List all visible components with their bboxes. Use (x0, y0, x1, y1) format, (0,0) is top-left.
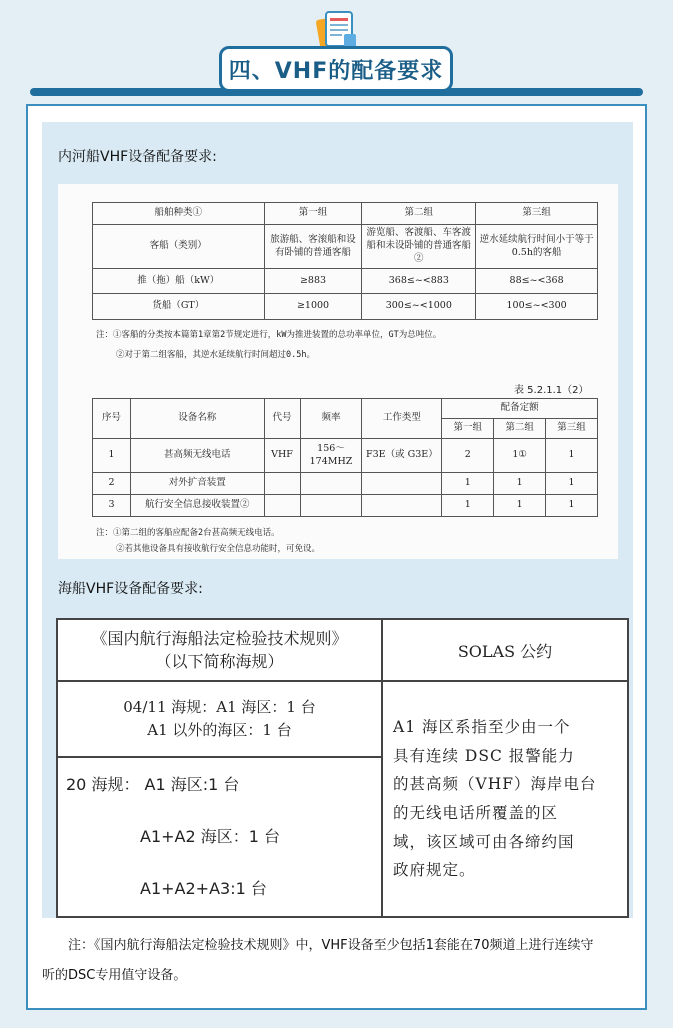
table-row (93, 473, 598, 495)
solas-definition-line: 的甚高频（VHF）海岸电台 (393, 775, 597, 794)
content-panel (42, 122, 633, 918)
table-header-row (93, 203, 598, 225)
table-cell (300, 495, 362, 517)
table-row (57, 681, 628, 757)
table-row (93, 439, 598, 473)
table-subheader-cell: 第一组 (442, 419, 494, 439)
rules-04-11-line: A1 以外的海区：1 台 (147, 721, 292, 739)
table-cell: 1 (442, 495, 494, 517)
table-cell: 300≤~<1000 (362, 294, 476, 320)
table-cell: ≥1000 (264, 294, 362, 320)
table-cell: 游览船、客渡船、车客渡船和未设卧铺的普通客船② (362, 225, 476, 269)
table-cell: 88≤~<368 (476, 269, 598, 294)
table-row (93, 225, 598, 269)
table-cell: 1① (494, 439, 546, 473)
domestic-rules-title: 《国内航行海船法定检验技术规则》 (91, 628, 348, 648)
table-cell: 旅游船、客滚船和设有卧铺的普通客船 (264, 225, 362, 269)
inland-section-label: 内河船VHF设备配备要求: (58, 149, 217, 165)
table-header-cell: 配备定额 (442, 399, 598, 419)
rules-20-line: A1+A2 海区：1 台 (140, 827, 281, 846)
table-cell: 1 (494, 495, 546, 517)
table-cell: 航行安全信息接收装置② (130, 495, 264, 517)
table1-note-1: 注：①客船的分类按本篇第1章第2节规定进行，kW为推进装置的总功率单位，GT为总吨位。 (96, 330, 442, 340)
table-cell: VHF (264, 439, 300, 473)
table-cell (264, 495, 300, 517)
table1-note-2: ②对于第二组客船，其逆水延续航行时间超过0.5h。 (116, 350, 315, 360)
table-header-row (93, 399, 598, 419)
table-subheader-cell: 第三组 (546, 419, 598, 439)
table-cell: 2 (442, 439, 494, 473)
table-cell: 1 (442, 473, 494, 495)
solas-definition-line: 的无线电话所覆盖的区 (393, 804, 559, 822)
header (0, 0, 673, 100)
header-title-box (219, 46, 453, 92)
rules-04-11-line: 04/11 海规：A1 海区：1 台 (123, 697, 316, 716)
table-header-cell: 第二组 (362, 203, 476, 225)
table2-note-1: 注：①第二组的客船应配备2台甚高频无线电话。 (96, 528, 280, 538)
table-header-cell: 工作类型 (362, 399, 442, 439)
table-cell: 客船（类别） (93, 225, 265, 269)
table-cell: 156～174MHZ (300, 439, 362, 473)
table-cell: 逆水延续航行时间小于等于0.5h的客船 (476, 225, 598, 269)
inland-vessel-class-table (92, 202, 598, 320)
table-row (93, 495, 598, 517)
table-cell: 2 (93, 473, 131, 495)
solas-definition-line: 域，该区域可由各缔约国 (393, 832, 575, 851)
table-cell: 1 (546, 473, 598, 495)
table-header-cell: 设备名称 (130, 399, 264, 439)
table-cell: 368≤~<883 (362, 269, 476, 294)
domestic-rules-subtitle: （以下简称海规） (155, 652, 284, 671)
table-header-cell: 第一组 (264, 203, 362, 225)
table-header-cell: 代号 (264, 399, 300, 439)
inland-regulation-scan (58, 184, 618, 559)
table-cell (300, 473, 362, 495)
rules-20-line: A1+A2+A3:1 台 (140, 879, 267, 898)
domestic-rules-header (57, 619, 382, 681)
solas-header: SOLAS 公约 (382, 619, 628, 681)
solas-definition-line: 政府规定。 (393, 861, 476, 880)
page-title: 四、VHF的配备要求 (228, 58, 444, 84)
table-cell: 1 (546, 439, 598, 473)
content-frame (26, 104, 647, 1010)
table-row (93, 269, 598, 294)
table-subheader-cell: 第二组 (494, 419, 546, 439)
rules-20-cell (57, 757, 382, 917)
table-cell: 1 (494, 473, 546, 495)
table-cell: 货船（GT） (93, 294, 265, 320)
table2-caption: 表 5.2.1.1（2） (514, 385, 589, 396)
table-cell: 100≤~<300 (476, 294, 598, 320)
solas-definition-cell (382, 681, 628, 917)
sea-comparison-table (56, 618, 629, 918)
rules-20-line: 20 海规： A1 海区:1 台 (66, 775, 240, 794)
table-cell: 推（拖）船（kW） (93, 269, 265, 294)
table-cell (264, 473, 300, 495)
table-header-cell: 频率 (300, 399, 362, 439)
table-cell: F3E（或 G3E） (362, 439, 442, 473)
rules-04-11-cell (57, 681, 382, 757)
table-cell (362, 495, 442, 517)
table-cell: 甚高频无线电话 (130, 439, 264, 473)
inland-equipment-table (92, 398, 598, 517)
table2-note-2: ②若其他设备具有接收航行安全信息功能时，可免设。 (116, 544, 321, 554)
solas-definition-line: 具有连续 DSC 报警能力 (393, 746, 575, 765)
table-header-row (57, 619, 628, 681)
solas-definition-line: A1 海区系指至少由一个 (393, 717, 571, 736)
table-cell: ≥883 (264, 269, 362, 294)
footer-note: 注：《国内航行海船法定检验技术规则》中，VHF设备至少包括1套能在70频道上进行连续守听的DSC专用值守设备。 (42, 938, 594, 983)
table-cell: 1 (93, 439, 131, 473)
table-header-cell: 序号 (93, 399, 131, 439)
table-cell (362, 473, 442, 495)
table-header-cell: 第三组 (476, 203, 598, 225)
table-row (93, 294, 598, 320)
table-cell: 1 (546, 495, 598, 517)
table-cell: 3 (93, 495, 131, 517)
table-header-cell: 船舶种类① (93, 203, 265, 225)
table-cell: 对外扩音装置 (130, 473, 264, 495)
sea-section-label: 海船VHF设备配备要求: (58, 581, 203, 597)
